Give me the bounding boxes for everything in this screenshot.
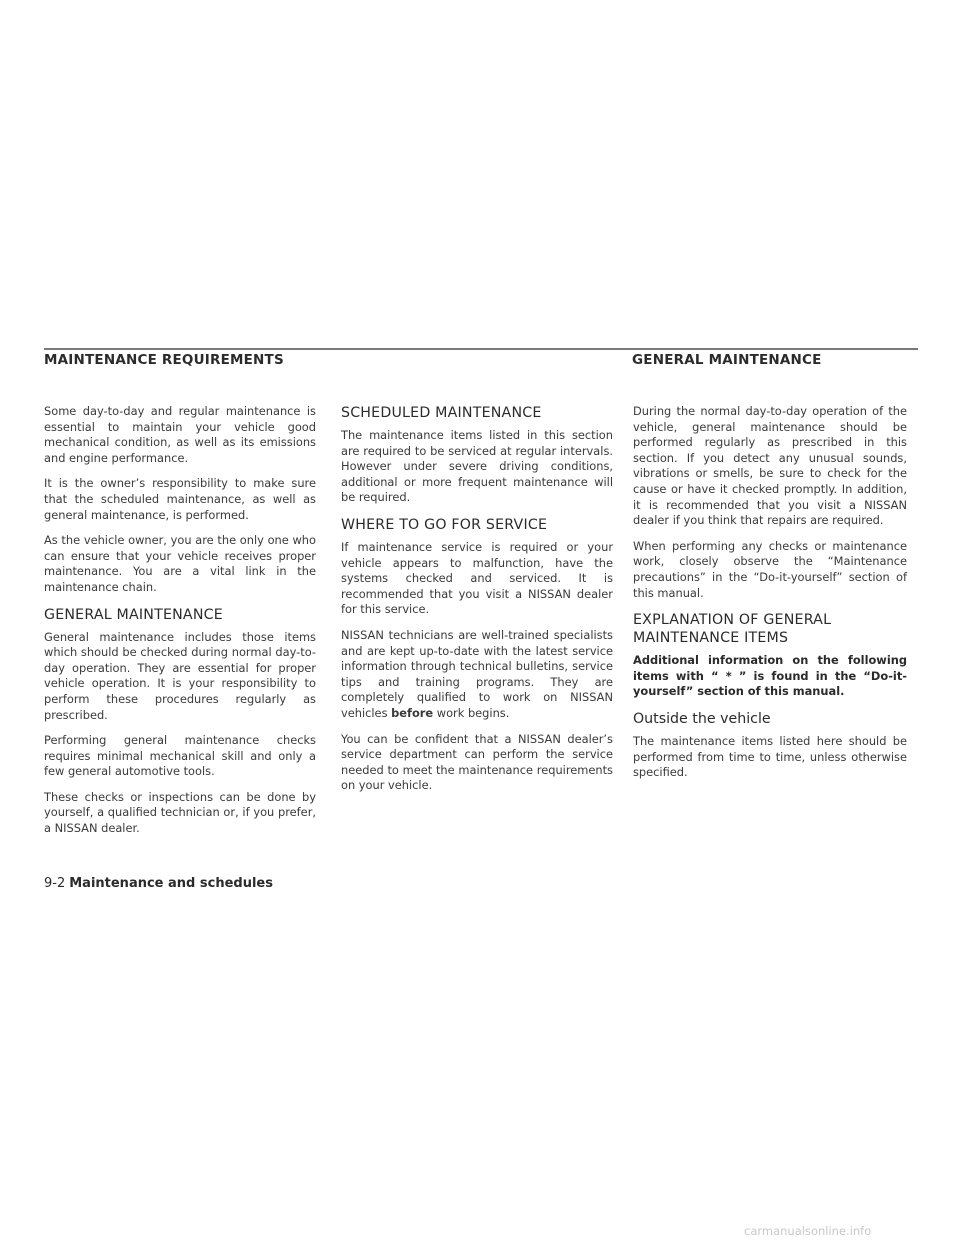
column-1 (44, 404, 316, 847)
col2-paragraph-2: If maintenance service is required or your vehicle appears to malfunction, have the systems checked and serviced. It is recommended that you visit a NISSAN dealer for this service. (341, 539, 613, 617)
col2-paragraph-3-text-b: work begins. (433, 705, 510, 720)
col1-paragraph-4: General maintenance includes those items which should be checked during normal day-to-day operation. They are essential for proper vehicle operation. It is your responsibility to perform these procedures regularly as prescribed. (44, 629, 316, 722)
column-3 (633, 404, 907, 791)
col2-paragraph-3 (341, 628, 613, 722)
col1-paragraph-5: Performing general maintenance checks requires minimal mechanical skill and only a few general automotive tools. (44, 733, 316, 779)
maintenance-requirements-heading: MAINTENANCE REQUIREMENTS (44, 352, 284, 368)
col1-paragraph-3: As the vehicle owner, you are the only one who can ensure that your vehicle receives proper maintenance. You are a vital link in the maintenance chain. (44, 533, 316, 594)
col1-paragraph-6: These checks or inspections can be done by yourself, a qualified technician or, if you prefer, a NISSAN dealer. (44, 789, 316, 836)
scheduled-maintenance-subheading: SCHEDULED MAINTENANCE (341, 405, 542, 421)
col1-paragraph-2: It is the owner’s responsibility to make sure that the scheduled maintenance, as well as general maintenance, is performed. (44, 476, 316, 522)
left-section-rule (44, 348, 636, 350)
chapter-title: Maintenance and schedules (69, 876, 273, 891)
watermark: carmanualsonline.info (744, 1224, 872, 1238)
col2-paragraph-4: You can be confident that a NISSAN dealer’s service department can perform the service needed to meet the maintenance requirements on your vehicle. (341, 731, 613, 793)
col2-paragraph-3-text-a: NISSAN technicians are well-trained specialists and are kept up-to-date with the latest service information through technical bulletins, service tips and training programs. They are completely qualified to work on NISSAN vehicles (341, 627, 613, 720)
col1-paragraph-1: Some day-to-day and regular maintenance is essential to maintain your vehicle good mechanical condition, as well as its emissions and engine performance. (44, 404, 316, 465)
outside-vehicle-subheading: Outside the vehicle (633, 710, 771, 727)
column-2 (341, 404, 613, 804)
where-to-go-subheading: WHERE TO GO FOR SERVICE (341, 516, 548, 533)
col2-paragraph-1: The maintenance items listed in this section are required to be serviced at regular intervals. However under severe driving conditions, additional or more frequent maintenance will be required. (341, 428, 613, 505)
page-footer (44, 876, 273, 891)
do-it-yourself-note: Additional information on the following items with “ * ” is found in the “Do-it-yourself” section of this manual. (633, 653, 907, 699)
general-maintenance-heading: GENERAL MAINTENANCE (632, 352, 822, 368)
explanation-subheading: EXPLANATION OF GENERAL MAINTENANCE ITEMS (633, 612, 832, 647)
col3-paragraph-1: During the normal day-to-day operation of the vehicle, general maintenance should be performed regularly as prescribed in this section. If you detect any unusual sounds, vibrations or smells, be sure to check for the cause or have it checked promptly. In addition, it is recommended that you visit a NISSAN dealer if you think that repairs are required. (633, 404, 907, 528)
general-maintenance-subheading: GENERAL MAINTENANCE (44, 606, 223, 623)
page-number: 9-2 (44, 876, 66, 891)
right-section-rule (632, 348, 918, 350)
before-emphasis: before (391, 705, 434, 720)
col3-paragraph-4: The maintenance items listed here should be performed from time to time, unless otherwise specified. (633, 733, 907, 780)
col3-paragraph-2: When performing any checks or maintenance work, closely observe the “Maintenance precautions” in the “Do-it-yourself” section of this manual. (633, 538, 907, 600)
